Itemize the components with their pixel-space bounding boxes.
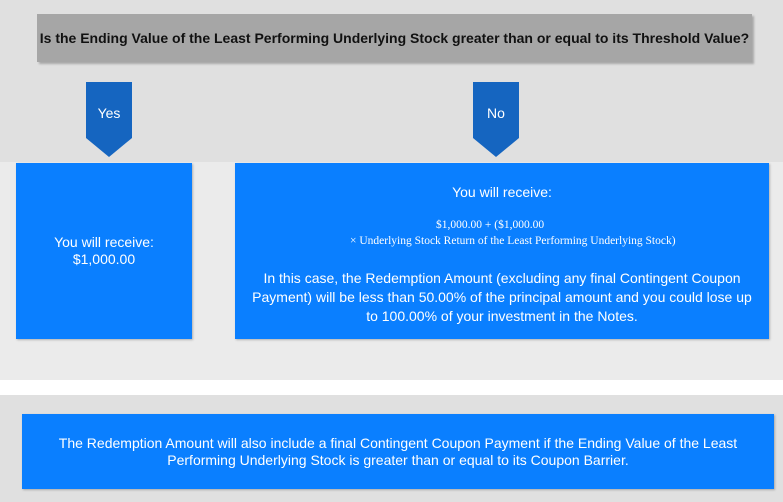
bottom-note-text: The Redemption Amount will also include a final Contingent Coupon Payment if the Ending Value of the Least Performing Underlying Stock is greater than or equal to its Coupon Barrier.: [58, 434, 738, 468]
no-outcome-description: In this case, the Redemption Amount (excluding any final Contingent Coupon Payment) will be less than 50.00% of the principal amount and you could lose up to 100.00% of your investment in the Notes.: [252, 270, 752, 324]
formula-line-1: $1,000.00 + ($1,000.00: [436, 219, 545, 231]
yes-outcome-box: [16, 163, 192, 339]
question-text: Is the Ending Value of the Least Performing Underlying Stock greater than or equal to its Threshold Value?: [39, 29, 750, 46]
bottom-note-box: [22, 414, 774, 489]
yes-arrow: [86, 82, 146, 158]
no-outcome-box: [235, 163, 769, 339]
no-label: No: [487, 105, 505, 121]
no-arrow: [473, 82, 533, 158]
formula-line-2: × Underlying Stock Return of the Least Performing Underlying Stock): [350, 235, 676, 247]
question-box: [37, 14, 752, 62]
no-receive-label: You will receive:: [452, 184, 552, 200]
yes-receive-amount: $1,000.00: [72, 251, 136, 267]
yes-label: Yes: [97, 105, 121, 121]
yes-receive-label: You will receive:: [54, 234, 154, 250]
